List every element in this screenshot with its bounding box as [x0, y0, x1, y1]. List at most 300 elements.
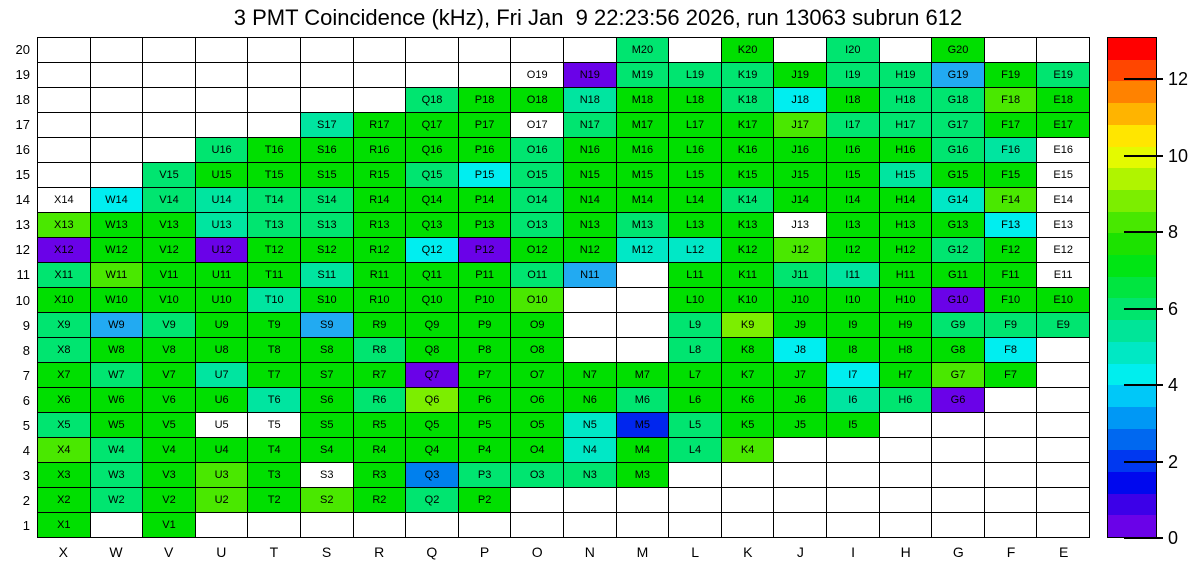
cell-M20: M20 [617, 38, 669, 62]
cell-S10: S10 [301, 288, 353, 312]
y-axis-label-5: 5 [22, 417, 30, 433]
cell-L17: L17 [669, 113, 721, 137]
cell-N19: N19 [564, 63, 616, 87]
cell-L18: L18 [669, 88, 721, 112]
cell-X6: X6 [38, 388, 90, 412]
cell-T4: T4 [248, 438, 300, 462]
cell-U15: U15 [196, 163, 248, 187]
cell-L2 [669, 488, 721, 512]
cell-S14: S14 [301, 188, 353, 212]
cell-K15: K15 [722, 163, 774, 187]
cell-R5: R5 [354, 413, 406, 437]
cell-O17: O17 [511, 113, 563, 137]
cell-S11: S11 [301, 263, 353, 287]
y-axis-label-1: 1 [22, 517, 30, 533]
y-axis-label-17: 17 [15, 117, 30, 133]
cell-O4: O4 [511, 438, 563, 462]
cell-E14: E14 [1037, 188, 1089, 212]
cell-S3: S3 [301, 463, 353, 487]
cell-Q6: Q6 [406, 388, 458, 412]
cell-M15: M15 [617, 163, 669, 187]
cell-R16: R16 [354, 138, 406, 162]
cell-N16: N16 [564, 138, 616, 162]
cell-M3: M3 [617, 463, 669, 487]
cell-F17: F17 [985, 113, 1037, 137]
cell-O10: O10 [511, 288, 563, 312]
cell-P2: P2 [459, 488, 511, 512]
cell-W18 [91, 88, 143, 112]
x-axis-label-J: J [796, 544, 804, 560]
cell-G14: G14 [932, 188, 984, 212]
x-axis-label-M: M [636, 544, 649, 560]
x-axis-label-T: T [269, 544, 279, 560]
cell-Q11: Q11 [406, 263, 458, 287]
cell-K14: K14 [722, 188, 774, 212]
cell-I3 [827, 463, 879, 487]
cell-K4: K4 [722, 438, 774, 462]
y-axis-label-2: 2 [22, 492, 30, 508]
cell-L8: L8 [669, 338, 721, 362]
cell-R17: R17 [354, 113, 406, 137]
cell-R1 [354, 513, 406, 537]
cell-N3: N3 [564, 463, 616, 487]
cell-M19: M19 [617, 63, 669, 87]
cell-Q19 [406, 63, 458, 87]
cell-Q9: Q9 [406, 313, 458, 337]
cell-G6: G6 [932, 388, 984, 412]
cell-X14: X14 [38, 188, 90, 212]
cell-M9 [617, 313, 669, 337]
cell-V5: V5 [143, 413, 195, 437]
cell-F16: F16 [985, 138, 1037, 162]
cell-P8: P8 [459, 338, 511, 362]
colorbar-band [1108, 168, 1156, 190]
cell-P3: P3 [459, 463, 511, 487]
colorbar-tick-0 [1124, 537, 1163, 539]
cell-X15 [38, 163, 90, 187]
cell-M5: M5 [617, 413, 669, 437]
cell-J7: J7 [774, 363, 826, 387]
cell-V7: V7 [143, 363, 195, 387]
cell-F1 [985, 513, 1037, 537]
cell-K16: K16 [722, 138, 774, 162]
cell-E2 [1037, 488, 1089, 512]
colorbar-tick-label-0: 0 [1168, 528, 1179, 548]
cell-E11: E11 [1037, 263, 1089, 287]
cell-H18: H18 [880, 88, 932, 112]
colorbar-band [1108, 233, 1156, 255]
cell-F8: F8 [985, 338, 1037, 362]
cell-J17: J17 [774, 113, 826, 137]
x-axis-label-R: R [374, 544, 385, 560]
cell-H10: H10 [880, 288, 932, 312]
cell-R7: R7 [354, 363, 406, 387]
cell-N12: N12 [564, 238, 616, 262]
cell-T5: T5 [248, 413, 300, 437]
cell-X1: X1 [38, 513, 90, 537]
cell-O3: O3 [511, 463, 563, 487]
cell-O6: O6 [511, 388, 563, 412]
cell-H16: H16 [880, 138, 932, 162]
y-axis-label-16: 16 [15, 142, 30, 158]
cell-R11: R11 [354, 263, 406, 287]
cell-M7: M7 [617, 363, 669, 387]
cell-S15: S15 [301, 163, 353, 187]
cell-S18 [301, 88, 353, 112]
cell-Q5: Q5 [406, 413, 458, 437]
cell-M14: M14 [617, 188, 669, 212]
cell-W14: W14 [91, 188, 143, 212]
y-axis-label-8: 8 [22, 342, 30, 358]
cell-G8: G8 [932, 338, 984, 362]
cell-W10: W10 [91, 288, 143, 312]
cell-M13: M13 [617, 213, 669, 237]
cell-R4: R4 [354, 438, 406, 462]
colorbar-tick-4 [1124, 384, 1163, 386]
cell-F7: F7 [985, 363, 1037, 387]
cell-F3 [985, 463, 1037, 487]
cell-W8: W8 [91, 338, 143, 362]
cell-U8: U8 [196, 338, 248, 362]
cell-K7: K7 [722, 363, 774, 387]
x-axis-label-Q: Q [426, 544, 438, 560]
cell-W2: W2 [91, 488, 143, 512]
cell-X11: X11 [38, 263, 90, 287]
cell-P17: P17 [459, 113, 511, 137]
cell-H20 [880, 38, 932, 62]
cell-N11: N11 [564, 263, 616, 287]
cell-O13: O13 [511, 213, 563, 237]
cell-J10: J10 [774, 288, 826, 312]
cell-S16: S16 [301, 138, 353, 162]
cell-V16 [143, 138, 195, 162]
cell-G17: G17 [932, 113, 984, 137]
cell-L5: L5 [669, 413, 721, 437]
cell-Q12: Q12 [406, 238, 458, 262]
cell-T13: T13 [248, 213, 300, 237]
cell-H3 [880, 463, 932, 487]
x-axis-label-E: E [1058, 544, 1069, 560]
colorbar-tick-12 [1124, 78, 1163, 80]
cell-I6: I6 [827, 388, 879, 412]
colorbar-band [1108, 255, 1156, 277]
cell-H6: H6 [880, 388, 932, 412]
cell-M10 [617, 288, 669, 312]
cell-E3 [1037, 463, 1089, 487]
cell-N13: N13 [564, 213, 616, 237]
cell-L13: L13 [669, 213, 721, 237]
colorbar-band [1108, 81, 1156, 103]
cell-H11: H11 [880, 263, 932, 287]
cell-I11: I11 [827, 263, 879, 287]
y-axis-label-10: 10 [15, 292, 30, 308]
cell-U12: U12 [196, 238, 248, 262]
cell-T19 [248, 63, 300, 87]
cell-W6: W6 [91, 388, 143, 412]
cell-R10: R10 [354, 288, 406, 312]
cell-X3: X3 [38, 463, 90, 487]
cell-I9: I9 [827, 313, 879, 337]
cell-N6: N6 [564, 388, 616, 412]
colorbar-tick-2 [1124, 461, 1163, 463]
cell-F15: F15 [985, 163, 1037, 187]
cell-E9: E9 [1037, 313, 1089, 337]
y-axis-label-20: 20 [15, 42, 30, 57]
cell-J13: J13 [774, 213, 826, 237]
cell-W16 [91, 138, 143, 162]
cell-R13: R13 [354, 213, 406, 237]
cell-E7 [1037, 363, 1089, 387]
cell-H5 [880, 413, 932, 437]
cell-R12: R12 [354, 238, 406, 262]
cell-H7: H7 [880, 363, 932, 387]
colorbar-band [1108, 494, 1156, 516]
x-axis-label-V: V [163, 544, 174, 560]
cell-T3: T3 [248, 463, 300, 487]
colorbar-tick-label-6: 6 [1168, 298, 1179, 319]
cell-P1 [459, 513, 511, 537]
x-axis-label-X: X [58, 544, 68, 560]
cell-L15: L15 [669, 163, 721, 187]
cell-F4 [985, 438, 1037, 462]
cell-M4: M4 [617, 438, 669, 462]
colorbar-tick-label-8: 8 [1168, 222, 1179, 243]
cell-J8: J8 [774, 338, 826, 362]
cell-T2: T2 [248, 488, 300, 512]
cell-L12: L12 [669, 238, 721, 262]
cell-P12: P12 [459, 238, 511, 262]
cell-E6 [1037, 388, 1089, 412]
colorbar-band [1108, 407, 1156, 429]
cell-J11: J11 [774, 263, 826, 287]
cell-L4: L4 [669, 438, 721, 462]
cell-J12: J12 [774, 238, 826, 262]
cell-N5: N5 [564, 413, 616, 437]
colorbar-band [1108, 385, 1156, 407]
heatmap-grid [37, 37, 1090, 538]
cell-N1 [564, 513, 616, 537]
cell-U1 [196, 513, 248, 537]
cell-J2 [774, 488, 826, 512]
cell-V3: V3 [143, 463, 195, 487]
cell-J6: J6 [774, 388, 826, 412]
colorbar-band [1108, 190, 1156, 212]
cell-R20 [354, 38, 406, 62]
cell-T16: T16 [248, 138, 300, 162]
cell-G18: G18 [932, 88, 984, 112]
cell-E12: E12 [1037, 238, 1089, 262]
cell-M16: M16 [617, 138, 669, 162]
cell-X8: X8 [38, 338, 90, 362]
cell-Q1 [406, 513, 458, 537]
cell-V12: V12 [143, 238, 195, 262]
cell-Q16: Q16 [406, 138, 458, 162]
cell-G13: G13 [932, 213, 984, 237]
cell-V18 [143, 88, 195, 112]
cell-F12: F12 [985, 238, 1037, 262]
cell-P16: P16 [459, 138, 511, 162]
cell-O14: O14 [511, 188, 563, 212]
cell-J19: J19 [774, 63, 826, 87]
cell-N7: N7 [564, 363, 616, 387]
cell-J1 [774, 513, 826, 537]
cell-Q15: Q15 [406, 163, 458, 187]
cell-V20 [143, 38, 195, 62]
cell-L11: L11 [669, 263, 721, 287]
cell-S2: S2 [301, 488, 353, 512]
cell-T1 [248, 513, 300, 537]
cell-U10: U10 [196, 288, 248, 312]
cell-U18 [196, 88, 248, 112]
cell-N15: N15 [564, 163, 616, 187]
colorbar-tick-8 [1124, 231, 1163, 233]
colorbar-tick-6 [1124, 308, 1163, 310]
cell-P11: P11 [459, 263, 511, 287]
cell-V17 [143, 113, 195, 137]
cell-O7: O7 [511, 363, 563, 387]
cell-X2: X2 [38, 488, 90, 512]
cell-U16: U16 [196, 138, 248, 162]
cell-O19: O19 [511, 63, 563, 87]
y-axis-label-12: 12 [15, 242, 30, 258]
cell-P5: P5 [459, 413, 511, 437]
cell-P7: P7 [459, 363, 511, 387]
cell-T7: T7 [248, 363, 300, 387]
cell-K18: K18 [722, 88, 774, 112]
cell-E15: E15 [1037, 163, 1089, 187]
cell-U9: U9 [196, 313, 248, 337]
cell-E5 [1037, 413, 1089, 437]
cell-X13: X13 [38, 213, 90, 237]
cell-E4 [1037, 438, 1089, 462]
cell-Q13: Q13 [406, 213, 458, 237]
cell-S1 [301, 513, 353, 537]
cell-G7: G7 [932, 363, 984, 387]
cell-T8: T8 [248, 338, 300, 362]
cell-P20 [459, 38, 511, 62]
cell-G15: G15 [932, 163, 984, 187]
y-axis-label-19: 19 [15, 67, 30, 83]
cell-F6 [985, 388, 1037, 412]
cell-W1 [91, 513, 143, 537]
cell-O8: O8 [511, 338, 563, 362]
cell-Q7: Q7 [406, 363, 458, 387]
cell-H2 [880, 488, 932, 512]
cell-N18: N18 [564, 88, 616, 112]
cell-S7: S7 [301, 363, 353, 387]
cell-V13: V13 [143, 213, 195, 237]
y-axis-label-18: 18 [15, 92, 30, 108]
cell-J20 [774, 38, 826, 62]
cell-J4 [774, 438, 826, 462]
cell-U19 [196, 63, 248, 87]
cell-O20 [511, 38, 563, 62]
cell-T6: T6 [248, 388, 300, 412]
x-axis-label-N: N [584, 544, 595, 560]
y-axis-label-15: 15 [15, 167, 30, 183]
cell-T12: T12 [248, 238, 300, 262]
cell-X16 [38, 138, 90, 162]
cell-G12: G12 [932, 238, 984, 262]
cell-M18: M18 [617, 88, 669, 112]
cell-M1 [617, 513, 669, 537]
cell-K1 [722, 513, 774, 537]
cell-I7: I7 [827, 363, 879, 387]
cell-Q14: Q14 [406, 188, 458, 212]
cell-I16: I16 [827, 138, 879, 162]
colorbar-band [1108, 147, 1156, 169]
cell-L7: L7 [669, 363, 721, 387]
x-axis-label-W: W [109, 544, 123, 560]
cell-G11: G11 [932, 263, 984, 287]
cell-X4: X4 [38, 438, 90, 462]
y-axis-label-3: 3 [22, 467, 30, 483]
cell-G9: G9 [932, 313, 984, 337]
cell-N14: N14 [564, 188, 616, 212]
cell-L16: L16 [669, 138, 721, 162]
cell-J14: J14 [774, 188, 826, 212]
cell-H8: H8 [880, 338, 932, 362]
cell-O15: O15 [511, 163, 563, 187]
cell-I19: I19 [827, 63, 879, 87]
cell-H17: H17 [880, 113, 932, 137]
cell-O5: O5 [511, 413, 563, 437]
cell-Q17: Q17 [406, 113, 458, 137]
cell-N4: N4 [564, 438, 616, 462]
cell-T11: T11 [248, 263, 300, 287]
cell-K5: K5 [722, 413, 774, 437]
cell-S13: S13 [301, 213, 353, 237]
cell-S5: S5 [301, 413, 353, 437]
cell-E20 [1037, 38, 1089, 62]
cell-I8: I8 [827, 338, 879, 362]
cell-S20 [301, 38, 353, 62]
cell-W3: W3 [91, 463, 143, 487]
cell-V15: V15 [143, 163, 195, 187]
cell-E17: E17 [1037, 113, 1089, 137]
cell-L3 [669, 463, 721, 487]
cell-R19 [354, 63, 406, 87]
cell-G16: G16 [932, 138, 984, 162]
cell-J3 [774, 463, 826, 487]
cell-V6: V6 [143, 388, 195, 412]
cell-S19 [301, 63, 353, 87]
cell-Q4: Q4 [406, 438, 458, 462]
x-axis-label-O: O [531, 544, 543, 560]
cell-U7: U7 [196, 363, 248, 387]
cell-G1 [932, 513, 984, 537]
y-axis-label-9: 9 [22, 317, 30, 333]
cell-I18: I18 [827, 88, 879, 112]
cell-V10: V10 [143, 288, 195, 312]
cell-I4 [827, 438, 879, 462]
cell-L10: L10 [669, 288, 721, 312]
cell-W13: W13 [91, 213, 143, 237]
cell-U20 [196, 38, 248, 62]
cell-F18: F18 [985, 88, 1037, 112]
cell-K10: K10 [722, 288, 774, 312]
cell-K17: K17 [722, 113, 774, 137]
cell-J15: J15 [774, 163, 826, 187]
cell-F9: F9 [985, 313, 1037, 337]
cell-H4 [880, 438, 932, 462]
cell-G10: G10 [932, 288, 984, 312]
cell-K3 [722, 463, 774, 487]
cell-N10 [564, 288, 616, 312]
cell-I14: I14 [827, 188, 879, 212]
cell-K11: K11 [722, 263, 774, 287]
cell-V11: V11 [143, 263, 195, 287]
